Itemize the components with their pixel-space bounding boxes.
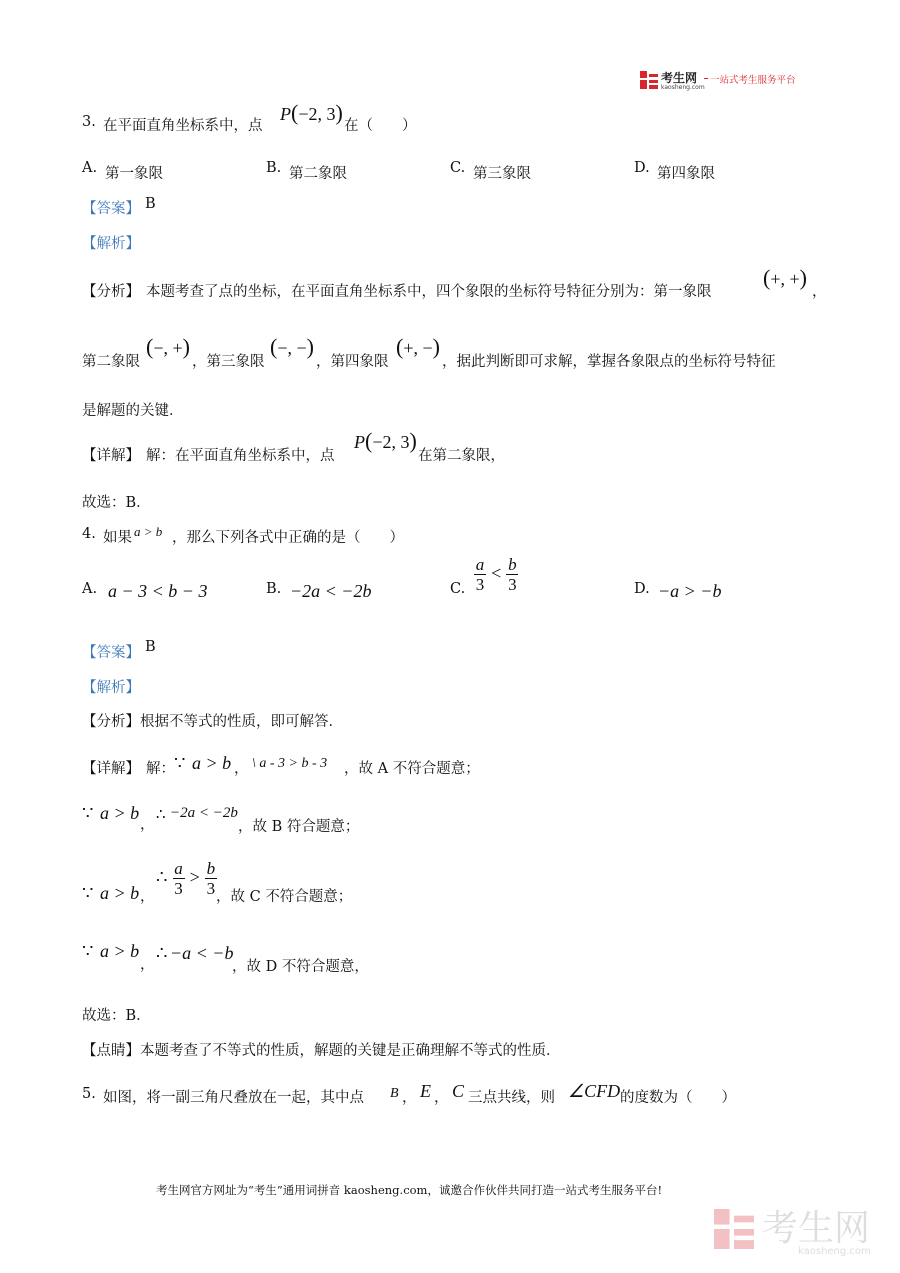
question-number: 4. [82, 526, 96, 542]
because-symbol: ∵ [82, 941, 94, 961]
xiangjie-text: 解：在平面直角坐标系中，点 [146, 448, 335, 464]
fenxi-tag: 【分析】 [82, 284, 140, 300]
step-3: ∴ $\frac{a}{3}$ > $\frac{b}{3}$ [156, 859, 216, 898]
option-b-letter: B. [266, 581, 282, 597]
step-1-result: ，故 A 不符合题意； [344, 761, 480, 777]
because-symbol: ∵ [82, 883, 94, 903]
therefore-symbol: ∴ [156, 943, 168, 963]
comma: ， [234, 761, 249, 777]
step-1: \ a - 3 > b - 3 [252, 756, 328, 771]
xiangjie-text-end: 在第二象限， [418, 448, 505, 464]
xiangjie-tag: 【详解】 [82, 448, 140, 464]
option-d-letter: D. [634, 581, 650, 597]
final-choice: 故选：B． [82, 495, 151, 511]
option-c-letter: C. [450, 581, 466, 597]
fenxi-text-1: 本题考查了点的坐标，在平面直角坐标系中，四个象限的坐标符号特征分别为：第一象限 [146, 284, 712, 300]
fenxi-text-3: 是解题的关键． [82, 403, 184, 419]
watermark-domain: kaosheng.com [798, 1246, 871, 1257]
point-expression-2: P(−2, 3) [354, 428, 417, 453]
option-b-math: −2a < −2b [290, 581, 372, 601]
comma: ， [140, 889, 155, 905]
therefore-symbol: ∴ [156, 807, 166, 823]
question-stem: 如果 [103, 530, 132, 546]
comma: ， [140, 957, 155, 973]
condition: a > b [134, 524, 163, 539]
option-b-text: 第二象限 [289, 166, 347, 182]
option-c-text: 第三象限 [473, 166, 531, 182]
question-stem-end: ，那么下列各式中正确的是（ ） [172, 530, 404, 546]
footer-text: 考生网官方网址为“考生”通用词拼音 kaosheng.com，诚邀合作伙伴共同打造一站式考生服务平台! [156, 1183, 663, 1197]
fenxi-text-2d: ，据此判断即可求解，掌握各象限点的坐标符号特征 [442, 354, 776, 370]
question-stem: 如图，将一副三角尺叠放在一起，其中点 [103, 1090, 364, 1106]
point-c: C [452, 1081, 465, 1101]
sep: ， [402, 1090, 417, 1106]
step-3-result: ，故 C 不符合题意； [216, 889, 353, 905]
question-stem-mid: 三点共线，则 [468, 1090, 555, 1106]
step-2: −2a < −2b [170, 805, 238, 821]
xiangjie-tag: 【详解】 [82, 761, 140, 777]
question-number: 5. [82, 1086, 96, 1102]
sign-q3: (−, −) [270, 334, 314, 359]
fenxi-text-2c: ，第四象限 [316, 354, 389, 370]
option-b-letter: B. [266, 160, 282, 176]
answer-tag: 【答案】 [82, 201, 140, 217]
answer-value: B [145, 196, 156, 212]
angle-cfd: ∠CFD [568, 1081, 621, 1101]
logo-dash [704, 78, 708, 79]
premise: a > b [100, 883, 140, 903]
option-a-text: 第一象限 [105, 166, 163, 182]
sep: ， [434, 1090, 449, 1106]
option-a-letter: A. [82, 160, 98, 176]
premise: a > b [100, 803, 140, 823]
premise: a > b [192, 753, 232, 773]
xiangjie-prefix: 解： [146, 761, 175, 777]
dianjing-text: 【点睛】本题考查了不等式的性质，解题的关键是正确理解不等式的性质． [82, 1043, 561, 1059]
step-2-result: ，故 B 符合题意； [238, 819, 360, 835]
final-choice: 故选：B． [82, 1008, 151, 1024]
because-symbol: ∵ [82, 803, 94, 823]
question-stem-end: 在（ ） [344, 118, 417, 134]
sign-q4: (+, −) [396, 334, 440, 359]
watermark-name: 考生网 [762, 1208, 871, 1249]
point-e: E [420, 1081, 431, 1101]
option-d-text: 第四象限 [657, 166, 715, 182]
question-number: 3. [82, 114, 96, 130]
question-stem-end: 的度数为（ ） [620, 1090, 736, 1106]
step-4: −a < −b [170, 943, 234, 963]
fenxi-text-2b: ，第三象限 [192, 354, 265, 370]
watermark [714, 1200, 894, 1260]
fenxi-text-2a: 第二象限 [82, 354, 140, 370]
point-expression: P(−2, 3) [280, 100, 343, 125]
analysis-tag: 【解析】 [82, 236, 140, 252]
logo-name: 考生网 [661, 71, 698, 85]
answer-tag: 【答案】 [82, 645, 140, 661]
option-a-math: a − 3 < b − 3 [108, 581, 208, 601]
answer-value: B [145, 639, 156, 655]
question-stem: 在平面直角坐标系中，点 [103, 118, 263, 134]
sign-q1: (+, +) [763, 265, 807, 290]
comma: ， [812, 284, 827, 300]
option-d-letter: D. [634, 160, 650, 176]
option-c-math: $\frac{a}{3}$ < $\frac{b}{3}$ [475, 555, 517, 594]
analysis-tag: 【解析】 [82, 680, 140, 696]
logo-domain: kaosheng.com [661, 84, 705, 91]
point-b: B [390, 1086, 399, 1101]
option-c-letter: C. [450, 160, 466, 176]
watermark-logo-icon [714, 1206, 754, 1252]
fenxi-text: 【分析】根据不等式的性质，即可解答． [82, 714, 343, 730]
logo-slogan: 一站式考生服务平台 [710, 75, 796, 86]
premise: a > b [100, 941, 140, 961]
kaosheng-logo-icon [640, 71, 658, 89]
option-d-math: −a > −b [658, 581, 722, 601]
option-a-letter: A. [82, 581, 98, 597]
sign-q2: (−, +) [146, 334, 190, 359]
comma: ， [140, 817, 155, 833]
step-4-result: ，故 D 不符合题意， [232, 959, 369, 975]
because-symbol: ∵ [174, 753, 186, 773]
